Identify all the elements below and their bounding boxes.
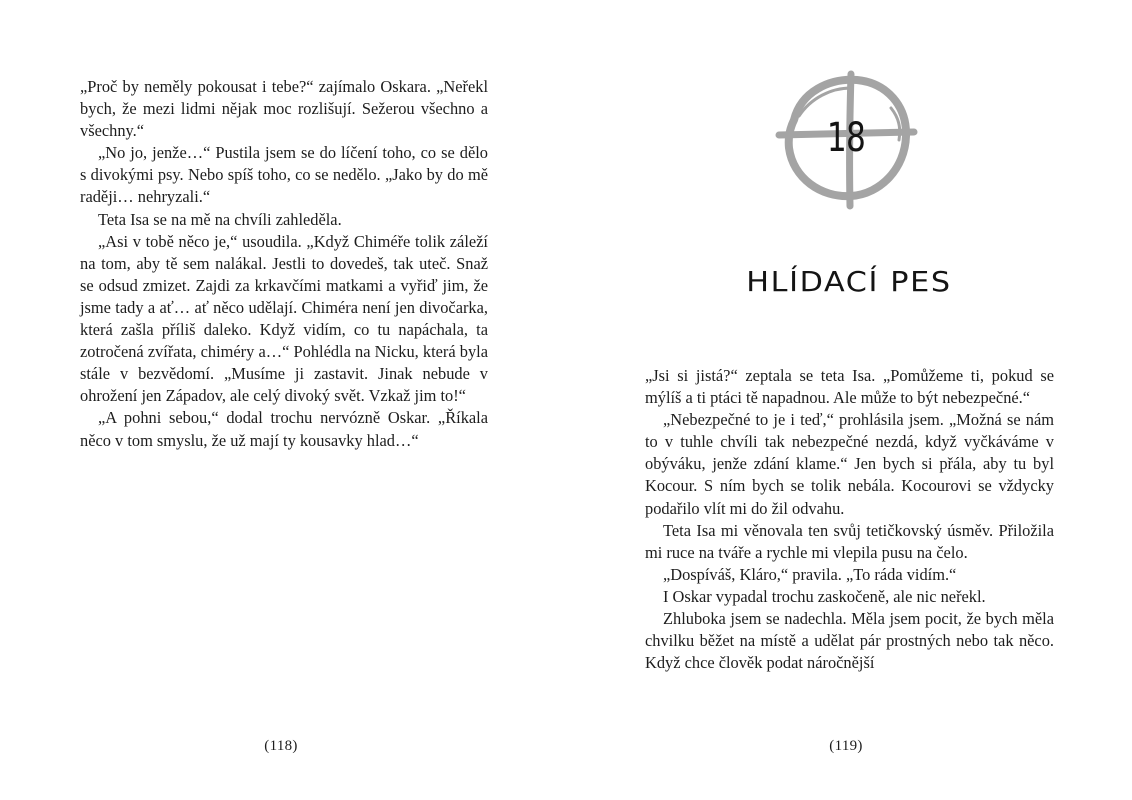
page-number: (119) [829, 738, 863, 754]
chapter-emblem [771, 68, 921, 210]
paragraph: Teta Isa mi věnovala ten svůj tetičkovský úsměv. Přiložila mi ruce na tváře a rychle mi vlepila pusu na čelo. [645, 520, 1054, 562]
right-page [566, 0, 1132, 800]
paragraph: „Asi v tobě něco je,“ usoudila. „Když Chiméře tolik záleží na tom, aby tě sem nalákal. Jestli to dovedeš, tak uteč. Snaž se odsud zmizet. Zajdi za krkavčími matkami a vyřiď jim, že jsme tady a ať… ať něco udělají. Chiméra není jen divočarka, která zašla příliš daleko. Když vidím, co tu napáchala, ta zotročená zvířata, chiméry a…“ Pohlédla na Nicku, která byla stále v bezvědomí. „Musíme ji zastavit. Jinak nebude v ohrožení jen Západov, ale celý divoký svět. Vzkaž jim to!“ [80, 231, 488, 406]
page-number: (118) [264, 738, 298, 754]
paragraph: „Nebezpečné to je i teď,“ prohlásila jsem. „Možná se nám to v tuhle chvíli tak nebezpečné nezdá, když vyčkáváme v obýváku, jenže zdání klame.“ Jen bych si přála, aby tu byl Kocour. S ním bych se tolik nebála. Kocourovi se vždycky podařilo vlít mi do žil odvahu. [645, 410, 1054, 518]
chapter-number: 18 [826, 115, 866, 161]
paragraph: „Proč by neměly pokousat i tebe?“ zajímalo Oskara. „Neřekl bych, že mezi lidmi nějak moc rozlišují. Sežerou všechno a všechny.“ [80, 77, 488, 141]
paragraph: „A pohni sebou,“ dodal trochu nervózně Oskar. „Říkala něco v tom smyslu, že už mají ty kousavky hlad…“ [80, 408, 488, 450]
chapter-title: HLÍDACÍ PES [746, 265, 952, 298]
right-page-text [645, 365, 1054, 674]
paragraph: Zhluboka jsem se nadechla. Měla jsem pocit, že bych měla chvilku běžet na místě a udělat pár prostných nebo tak něco. Když chce člověk podat náročnější [645, 609, 1054, 673]
paragraph: „Dospíváš, Kláro,“ pravila. „To ráda vidím.“ [663, 564, 957, 584]
paragraph: I Oskar vypadal trochu zaskočeně, ale nic neřekl. [663, 586, 986, 606]
paragraph: „No jo, jenže…“ Pustila jsem se do líčení toho, co se dělo s divokými psy. Nebo spíš toho, co se nedělo. „Jako by do mě raději… nehryzali.“ [80, 143, 488, 207]
paragraph: „Jsi si jistá?“ zeptala se teta Isa. „Pomůžeme ti, pokud se mýlíš a ti ptáci tě napadnou. Ale může to být nebezpečné.“ [645, 366, 1054, 408]
paragraph: Teta Isa se na mě na chvíli zahleděla. [98, 209, 342, 229]
left-page-text [80, 76, 488, 452]
